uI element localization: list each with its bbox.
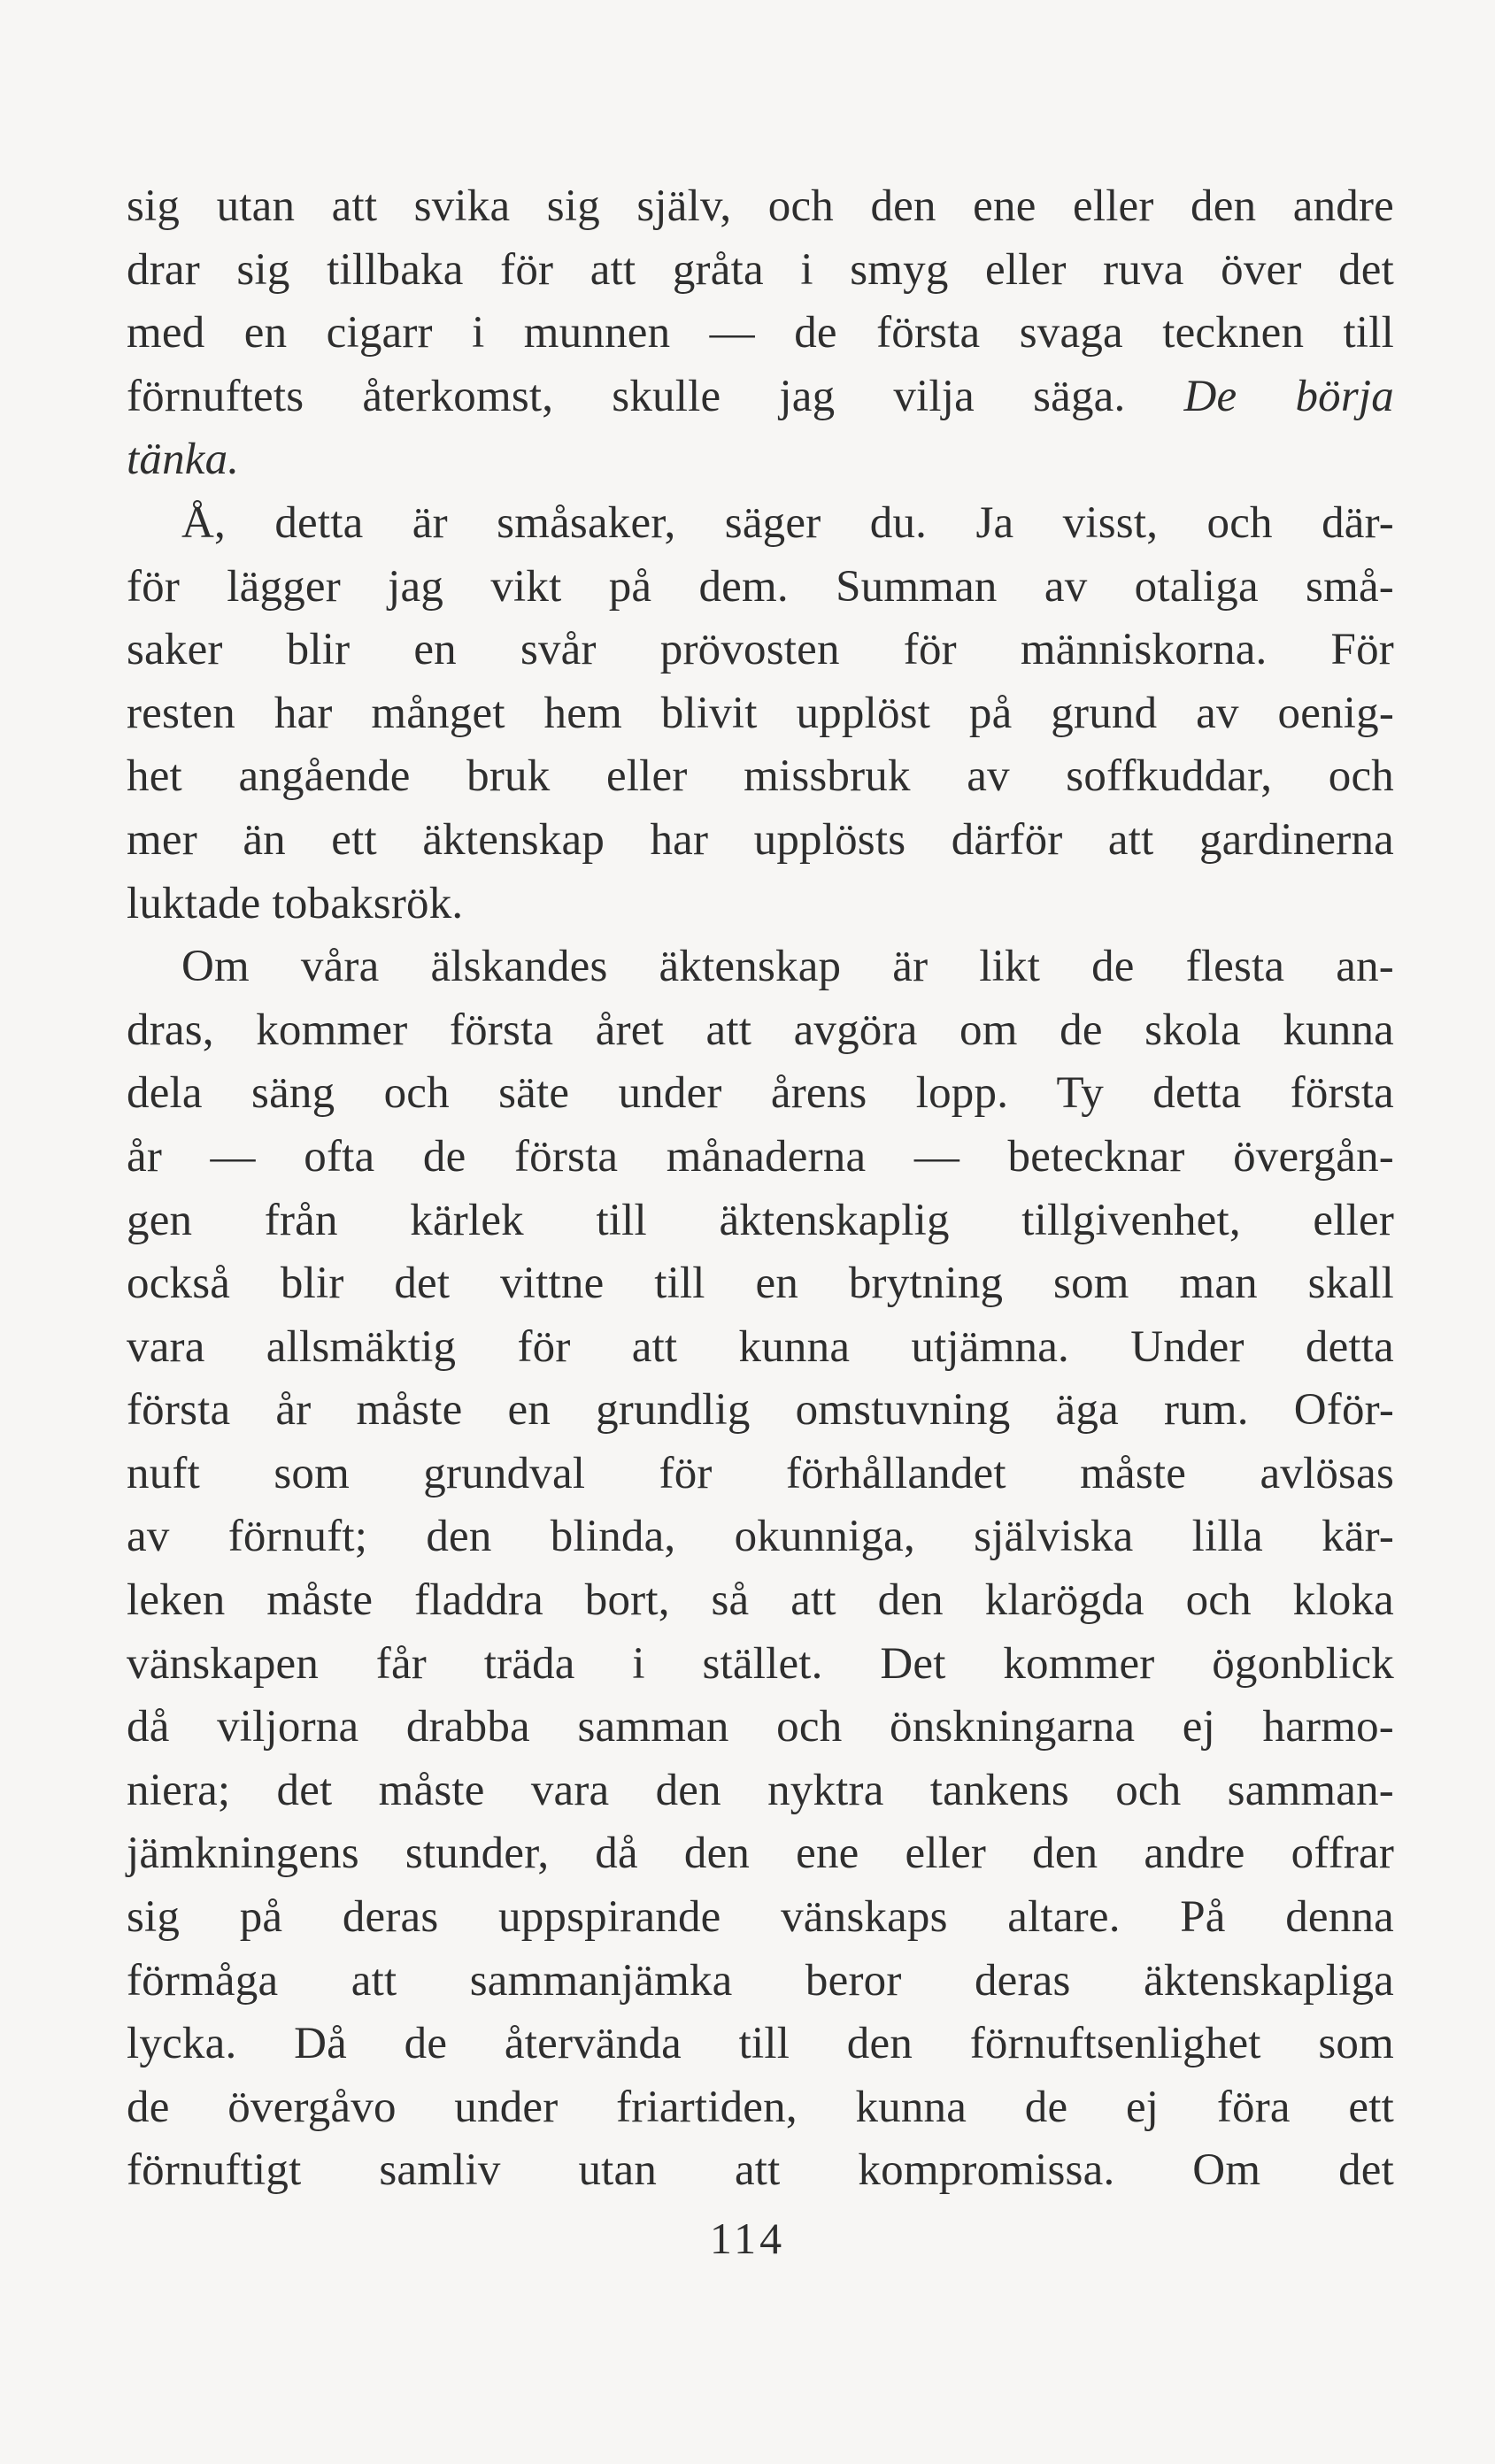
text-line: gen från kärlek till äktenskaplig tillgivenhet, eller: [127, 1195, 1394, 1245]
text-line: nuft som grundval för förhållandet måste avlösas: [127, 1448, 1394, 1498]
text-line: dela säng och säte under årens lopp. Ty detta första: [127, 1068, 1394, 1119]
text-line: vänskapen får träda i stället. Det kommer ögonblick: [127, 1638, 1394, 1689]
text-line: med en cigarr i munnen — de första svaga tecknen till: [127, 308, 1394, 358]
text-line: luktade tobaksrök.: [127, 878, 464, 928]
body-text: [127, 175, 1394, 2203]
text-line: het angående bruk eller missbruk av soffkuddar, och: [127, 751, 1394, 802]
page-number: 114: [709, 2214, 786, 2263]
text-line: också blir det vittne till en brytning som man skall: [127, 1259, 1394, 1309]
text-line: dras, kommer första året att avgöra om de skola kunna: [127, 1005, 1394, 1055]
text-line: niera; det måste vara den nyktra tankens och samman-: [127, 1765, 1394, 1815]
text-line: saker blir en svår prövosten för människorna. För: [127, 625, 1394, 675]
text-line: drar sig tillbaka för att gråta i smyg eller ruva över det: [127, 244, 1394, 295]
text-line: då viljorna drabba samman och önskningarna ej harmo-: [127, 1702, 1394, 1752]
text-line: förnuftigt samliv utan att kompromissa. Om det: [127, 2145, 1394, 2196]
text-line: sig utan att svika sig själv, och den ene eller den andre: [127, 181, 1394, 231]
text-line: första år måste en grundlig omstuvning äga rum. Oför-: [127, 1385, 1394, 1436]
text-line: jämkningens stunder, då den ene eller den andre offrar: [127, 1829, 1394, 1879]
text-line: för lägger jag vikt på dem. Summan av otaliga små-: [127, 561, 1394, 612]
text-line: Å, detta är småsaker, säger du. Ja visst, och där-: [181, 497, 1394, 548]
text-line: lycka. Då de återvända till den förnuftsenlighet som: [127, 2019, 1394, 2069]
text-line: år — ofta de första månaderna — betecknar övergån-: [127, 1131, 1394, 1182]
text-line: sig på deras uppspirande vänskaps altare. På denna: [127, 1892, 1394, 1943]
text-line: förnuftets återkomst, skulle jag vilja säga. De börja: [127, 371, 1394, 421]
text-line: Om våra älskandes äktenskap är likt de flesta an-: [181, 942, 1394, 992]
text-line: mer än ett äktenskap har upplösts därför att gardinerna: [127, 814, 1394, 865]
text-line: förmåga att sammanjämka beror deras äktenskapliga: [127, 1955, 1394, 2006]
text-line: tänka.: [127, 435, 240, 485]
text-line: vara allsmäktig för att kunna utjämna. Under detta: [127, 1321, 1394, 1372]
text-line: leken måste fladdra bort, så att den klarögda och kloka: [127, 1575, 1394, 1626]
text-line: resten har månget hem blivit upplöst på grund av oenig-: [127, 688, 1394, 738]
text-line: av förnuft; den blinda, okunniga, själviska lilla kär-: [127, 1512, 1394, 1562]
text-line: de övergåvo under friartiden, kunna de ej föra ett: [127, 2082, 1394, 2132]
